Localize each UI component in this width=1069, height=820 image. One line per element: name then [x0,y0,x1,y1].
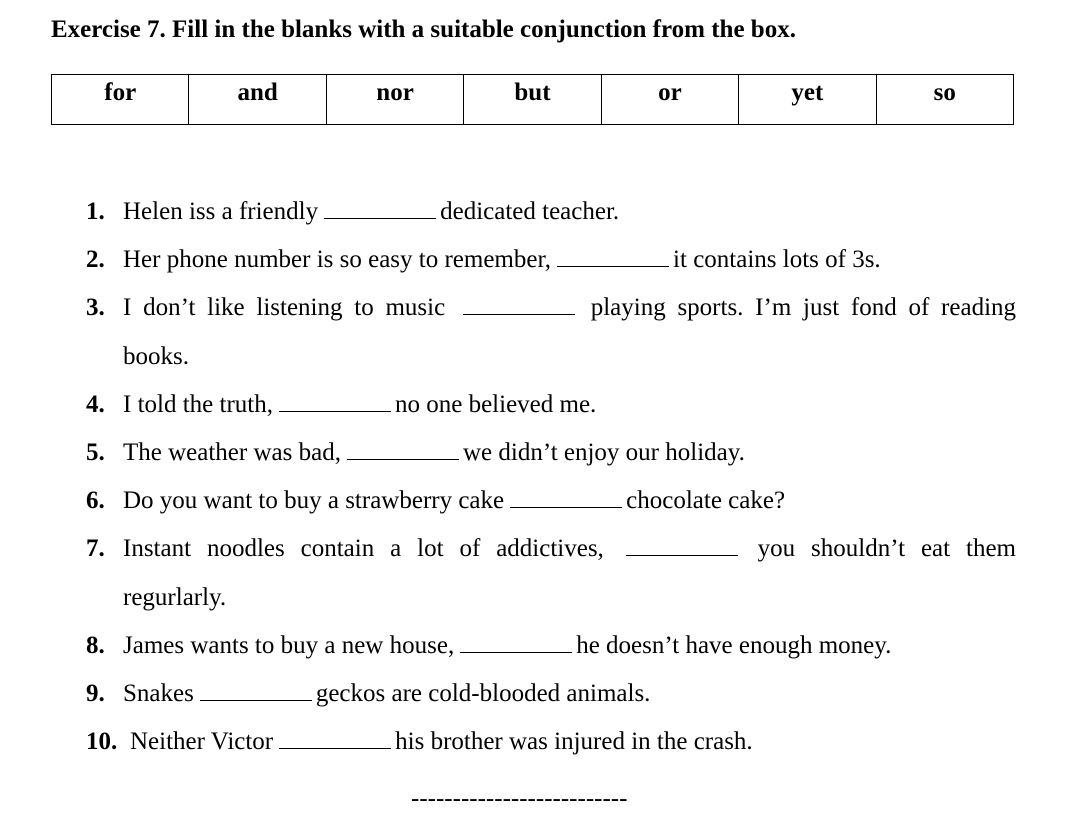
exercise-item-3 [86,284,1016,332]
item-number: 2. [86,246,105,274]
item-text [123,188,1016,236]
answer-blank [279,748,391,749]
answer-blank [557,266,669,267]
item-text-before: Helen iss a friendly [123,198,319,225]
word-box-cell-or: or [601,75,738,125]
item-text-after: his brother was injured in the crash. [395,728,753,756]
exercise-item-9 [86,670,1016,718]
item-text-before: James wants to buy a new house, [123,631,455,659]
item-number: 10. [86,728,118,756]
item-continuation: regurlarly. [123,583,227,611]
item-text [123,477,1016,525]
item-number: 7. [86,535,105,563]
item-text-after: you shouldn’t eat them [757,535,1017,563]
item-text [123,284,1016,332]
item-text-after: dedicated teacher. [440,198,620,225]
item-number: 4. [86,390,105,418]
word-box-cell-and: and [189,75,326,125]
exercise-item-2 [86,236,1016,284]
word-box-cell-but: but [464,75,601,125]
exercise-title: Exercise 7. Fill in the blanks with a suitable conjunction from the box. [51,16,796,43]
answer-blank [324,218,436,219]
item-text-after: chocolate cake? [626,487,786,515]
item-number: 1. [86,198,105,225]
word-box-cell-nor: nor [326,75,463,125]
item-text [123,525,1016,573]
item-text-before: Snakes [123,680,194,708]
item-text [123,236,1016,284]
footer-dashed-rule: -------------------------- [411,785,628,812]
word-box-cell-so: so [876,75,1013,125]
item-text-after: no one believed me. [394,390,597,418]
exercise-item-1 [86,188,1016,236]
word-box-cell-for: for [52,75,189,125]
answer-blank [200,700,312,701]
item-text-after: playing sports. I’m just fond of reading [590,294,1017,322]
exercise-item-7-continuation [86,574,1016,622]
item-continuation: books. [123,342,189,370]
exercise-item-6 [86,477,1016,525]
answer-blank [460,652,572,653]
item-text [123,429,1016,477]
exercise-items-list [86,188,1016,766]
item-text [123,381,1016,429]
item-number: 3. [86,294,105,322]
answer-blank [626,555,738,556]
answer-blank [347,459,459,460]
item-text-before: Her phone number is so easy to remember, [123,246,552,274]
item-text-after: we didn’t enjoy our holiday. [462,439,745,467]
item-text [130,718,1016,766]
item-text-before: Instant noodles contain a lot of addictives, [123,535,604,563]
item-number: 5. [86,439,105,467]
item-text-before: The weather was bad, [123,439,341,467]
exercise-item-7 [86,525,1016,573]
word-box-cell-yet: yet [739,75,876,125]
item-number: 9. [86,680,105,708]
item-text [123,622,1016,670]
exercise-item-3-continuation [86,333,1016,381]
item-text-after: it contains lots of 3s. [673,246,881,274]
item-number: 8. [86,631,105,659]
conjunction-word-box [51,74,1014,125]
exercise-item-10 [86,718,1016,766]
item-text-before: Do you want to buy a strawberry cake [123,487,505,515]
item-number: 6. [86,487,105,515]
exercise-item-8 [86,622,1016,670]
word-box-row [52,75,1014,125]
answer-blank [510,507,622,508]
exercise-item-4 [86,381,1016,429]
exercise-item-5 [86,429,1016,477]
answer-blank [463,314,575,315]
item-text-before: I don’t like listening to music [123,294,446,322]
item-text [123,670,1016,718]
item-text-before: Neither Victor [130,728,274,756]
item-text-after: he doesn’t have enough money. [576,631,892,659]
item-text-after: geckos are cold-blooded animals. [315,680,651,708]
item-text-before: I told the truth, [123,390,273,418]
answer-blank [279,411,391,412]
